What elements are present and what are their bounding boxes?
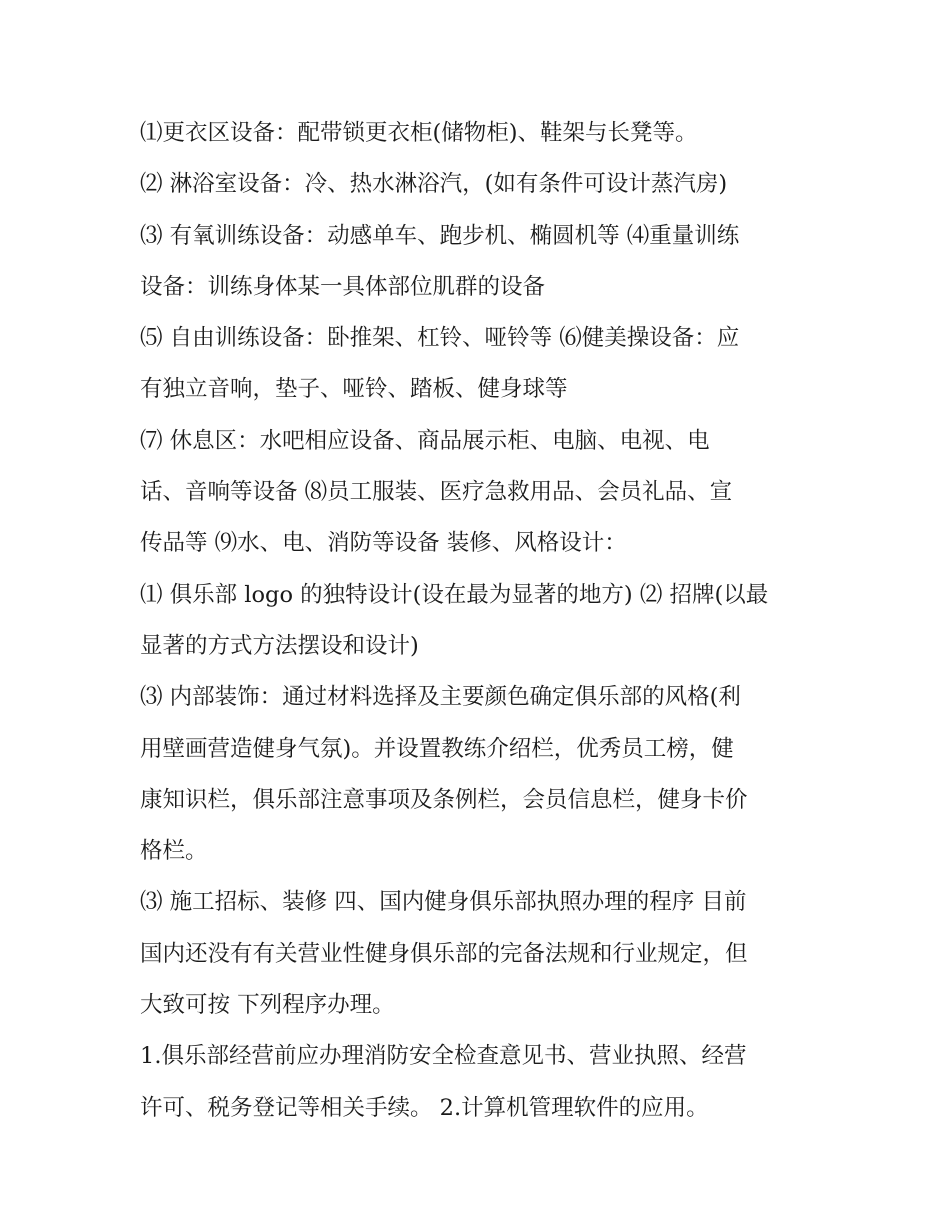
text-line: ⑴更衣区设备：配带锁更衣柜(储物柜)、鞋架与长凳等。 (140, 120, 698, 146)
text-line: 有独立音响，垫子、哑铃、踏板、健身球等 (140, 376, 568, 403)
text-line: 显著的方式方法摆设和设计) (140, 632, 419, 659)
text-line: 大致可按 下列程序办理。 (140, 992, 395, 1019)
text-line: 许可、税务登记等相关手续。 2.计算机管理软件的应用。 (140, 1094, 709, 1121)
text-line: 用壁画营造健身气氛)。并设置教练介绍栏，优秀员工榜，健 (140, 735, 734, 762)
document-body (140, 108, 820, 1134)
text-line: ⑶ 施工招标、装修 四、国内健身俱乐部执照办理的程序 目前 (140, 889, 747, 916)
text-line: 格栏。 (140, 838, 208, 865)
text-line: ⑶ 有氧训练设备：动感单车、跑步机、椭圆机等 ⑷重量训练 (140, 222, 740, 249)
text-line: ⑸ 自由训练设备：卧推架、杠铃、哑铃等 ⑹健美操设备：应 (140, 325, 740, 352)
text-line: 话、音响等设备 ⑻员工服装、医疗急救用品、会员礼品、宣 (140, 479, 733, 506)
text-line: ⑶ 内部装饰：通过材料选择及主要颜色确定俱乐部的风格(利 (140, 684, 741, 711)
text-line: 康知识栏，俱乐部注意事项及条例栏，会员信息栏，健身卡价 (140, 786, 748, 813)
text-line: 1.俱乐部经营前应办理消防安全检查意见书、营业执照、经营 (140, 1043, 747, 1070)
text-line: ⑺ 休息区：水吧相应设备、商品展示柜、电脑、电视、电 (140, 427, 710, 454)
text-line: 设备：训练身体某一具体部位肌群的设备 (140, 273, 546, 300)
text-line: ⑴ 俱乐部 logo 的独特设计(设在最为显著的地方) ⑵ 招牌(以最 (140, 581, 769, 608)
text-line: 传品等 ⑼水、电、消防等设备 装修、风格设计： (140, 530, 627, 557)
text-line: 国内还没有有关营业性健身俱乐部的完备法规和行业规定，但 (140, 940, 748, 967)
text-line: ⑵ 淋浴室设备：冷、热水淋浴汽，(如有条件可设计蒸汽房) (140, 171, 728, 198)
